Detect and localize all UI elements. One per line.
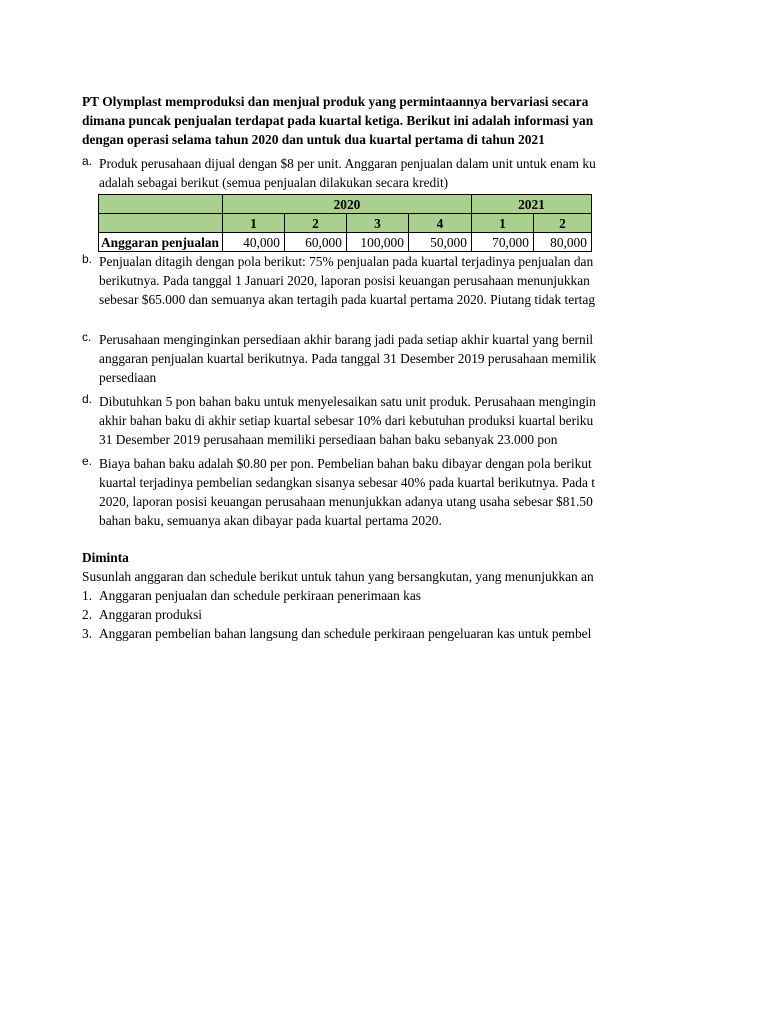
table-cell: 70,000 [471, 233, 533, 252]
table-quarter-header: 3 [346, 214, 408, 233]
item-e [82, 454, 654, 530]
table-year-header: 2021 [471, 195, 591, 214]
item-line: Dibutuhkan 5 pon bahan baku untuk menyelesaikan satu unit produk. Perusahaan mengingin [99, 394, 596, 409]
item-line: akhir bahan baku di akhir setiap kuartal sebesar 10% dari kebutuhan produksi kuartal beriku [99, 413, 594, 428]
item-line: berikutnya. Pada tanggal 1 Januari 2020, laporan posisi keuangan perusahaan menunjukkan [99, 273, 590, 288]
list-item [82, 605, 654, 624]
table-quarter-header: 2 [284, 214, 346, 233]
table-cell: 80,000 [533, 233, 591, 252]
requirements-section [82, 548, 654, 643]
item-b [82, 252, 654, 309]
item-line: bahan baku, semuanya akan dibayar pada kuartal pertama 2020. [99, 513, 442, 528]
list-item [82, 624, 654, 643]
document-page [82, 92, 654, 643]
item-line: Penjualan ditagih dengan pola berikut: 75% penjualan pada kuartal terjadinya penjualan dan [99, 254, 594, 269]
table-cell: 100,000 [346, 233, 408, 252]
table-quarter-header: 2 [533, 214, 591, 233]
requirements-title: Diminta [82, 550, 129, 565]
item-c [82, 330, 654, 387]
table-cell: 40,000 [222, 233, 284, 252]
item-line: sebesar $65.000 dan semuanya akan tertagih pada kuartal pertama 2020. Piutang tidak tertag [99, 292, 596, 307]
intro-line: PT Olymplast memproduksi dan menjual produk yang permintaannya bervariasi secara [82, 94, 589, 109]
item-marker: d. [82, 392, 93, 406]
table-header-empty [99, 195, 223, 214]
table-cell: 60,000 [284, 233, 346, 252]
table-year-header: 2020 [222, 195, 471, 214]
item-line: 31 Desember 2019 perusahaan memiliki persediaan bahan baku sebanyak 23.000 pon [99, 432, 558, 447]
item-line: Perusahaan menginginkan persediaan akhir barang jadi pada setiap akhir kuartal yang bernil [99, 332, 594, 347]
table-quarter-header: 4 [408, 214, 471, 233]
item-line: persediaan [99, 370, 157, 385]
item-marker: c. [82, 330, 92, 344]
sales-budget-table [98, 194, 592, 252]
requirements-instruction: Susunlah anggaran dan schedule berikut untuk tahun yang bersangkutan, yang menunjukkan an [82, 569, 594, 584]
intro-line: dimana puncak penjualan terdapat pada kuartal ketiga. Berikut ini adalah informasi yan [82, 113, 594, 128]
list-text: Anggaran penjualan dan schedule perkiraan penerimaan kas [99, 588, 421, 603]
item-marker: b. [82, 252, 93, 266]
intro-line: dengan operasi selama tahun 2020 dan untuk dua kuartal pertama di tahun 2021 [82, 132, 545, 147]
item-d [82, 392, 654, 449]
item-line: anggaran penjualan kuartal berikutnya. Pada tanggal 31 Desember 2019 perusahaan memilik [99, 351, 597, 366]
list-item [82, 586, 654, 605]
table-header-empty [99, 214, 223, 233]
intro-paragraph [82, 92, 654, 149]
table-quarter-row [99, 214, 592, 233]
list-text: Anggaran pembelian bahan langsung dan schedule perkiraan pengeluaran kas untuk pembel [99, 626, 592, 641]
spacer [82, 309, 654, 325]
item-line: Biaya bahan baku adalah $0.80 per pon. Pembelian bahan baku dibayar dengan pola berikut [99, 456, 592, 471]
item-marker: a. [82, 154, 93, 168]
item-line: Produk perusahaan dijual dengan $8 per unit. Anggaran penjualan dalam unit untuk enam ku [99, 156, 596, 171]
table-quarter-header: 1 [222, 214, 284, 233]
item-a [82, 154, 654, 252]
item-line: adalah sebagai berikut (semua penjualan dilakukan secara kredit) [99, 175, 449, 190]
item-line: kuartal terjadinya pembelian sedangkan sisanya sebesar 40% pada kuartal berikutnya. Pada t [99, 475, 596, 490]
table-row-label: Anggaran penjualan [99, 233, 223, 252]
table-year-row [99, 195, 592, 214]
table-row [99, 233, 592, 252]
list-number: 2. [82, 607, 93, 622]
list-text: Anggaran produksi [99, 607, 203, 622]
table-quarter-header: 1 [471, 214, 533, 233]
list-number: 1. [82, 588, 93, 603]
list-number: 3. [82, 626, 93, 641]
item-line: 2020, laporan posisi keuangan perusahaan menunjukkan adanya utang usaha sebesar $81.50 [99, 494, 593, 509]
table-cell: 50,000 [408, 233, 471, 252]
item-marker: e. [82, 454, 93, 468]
